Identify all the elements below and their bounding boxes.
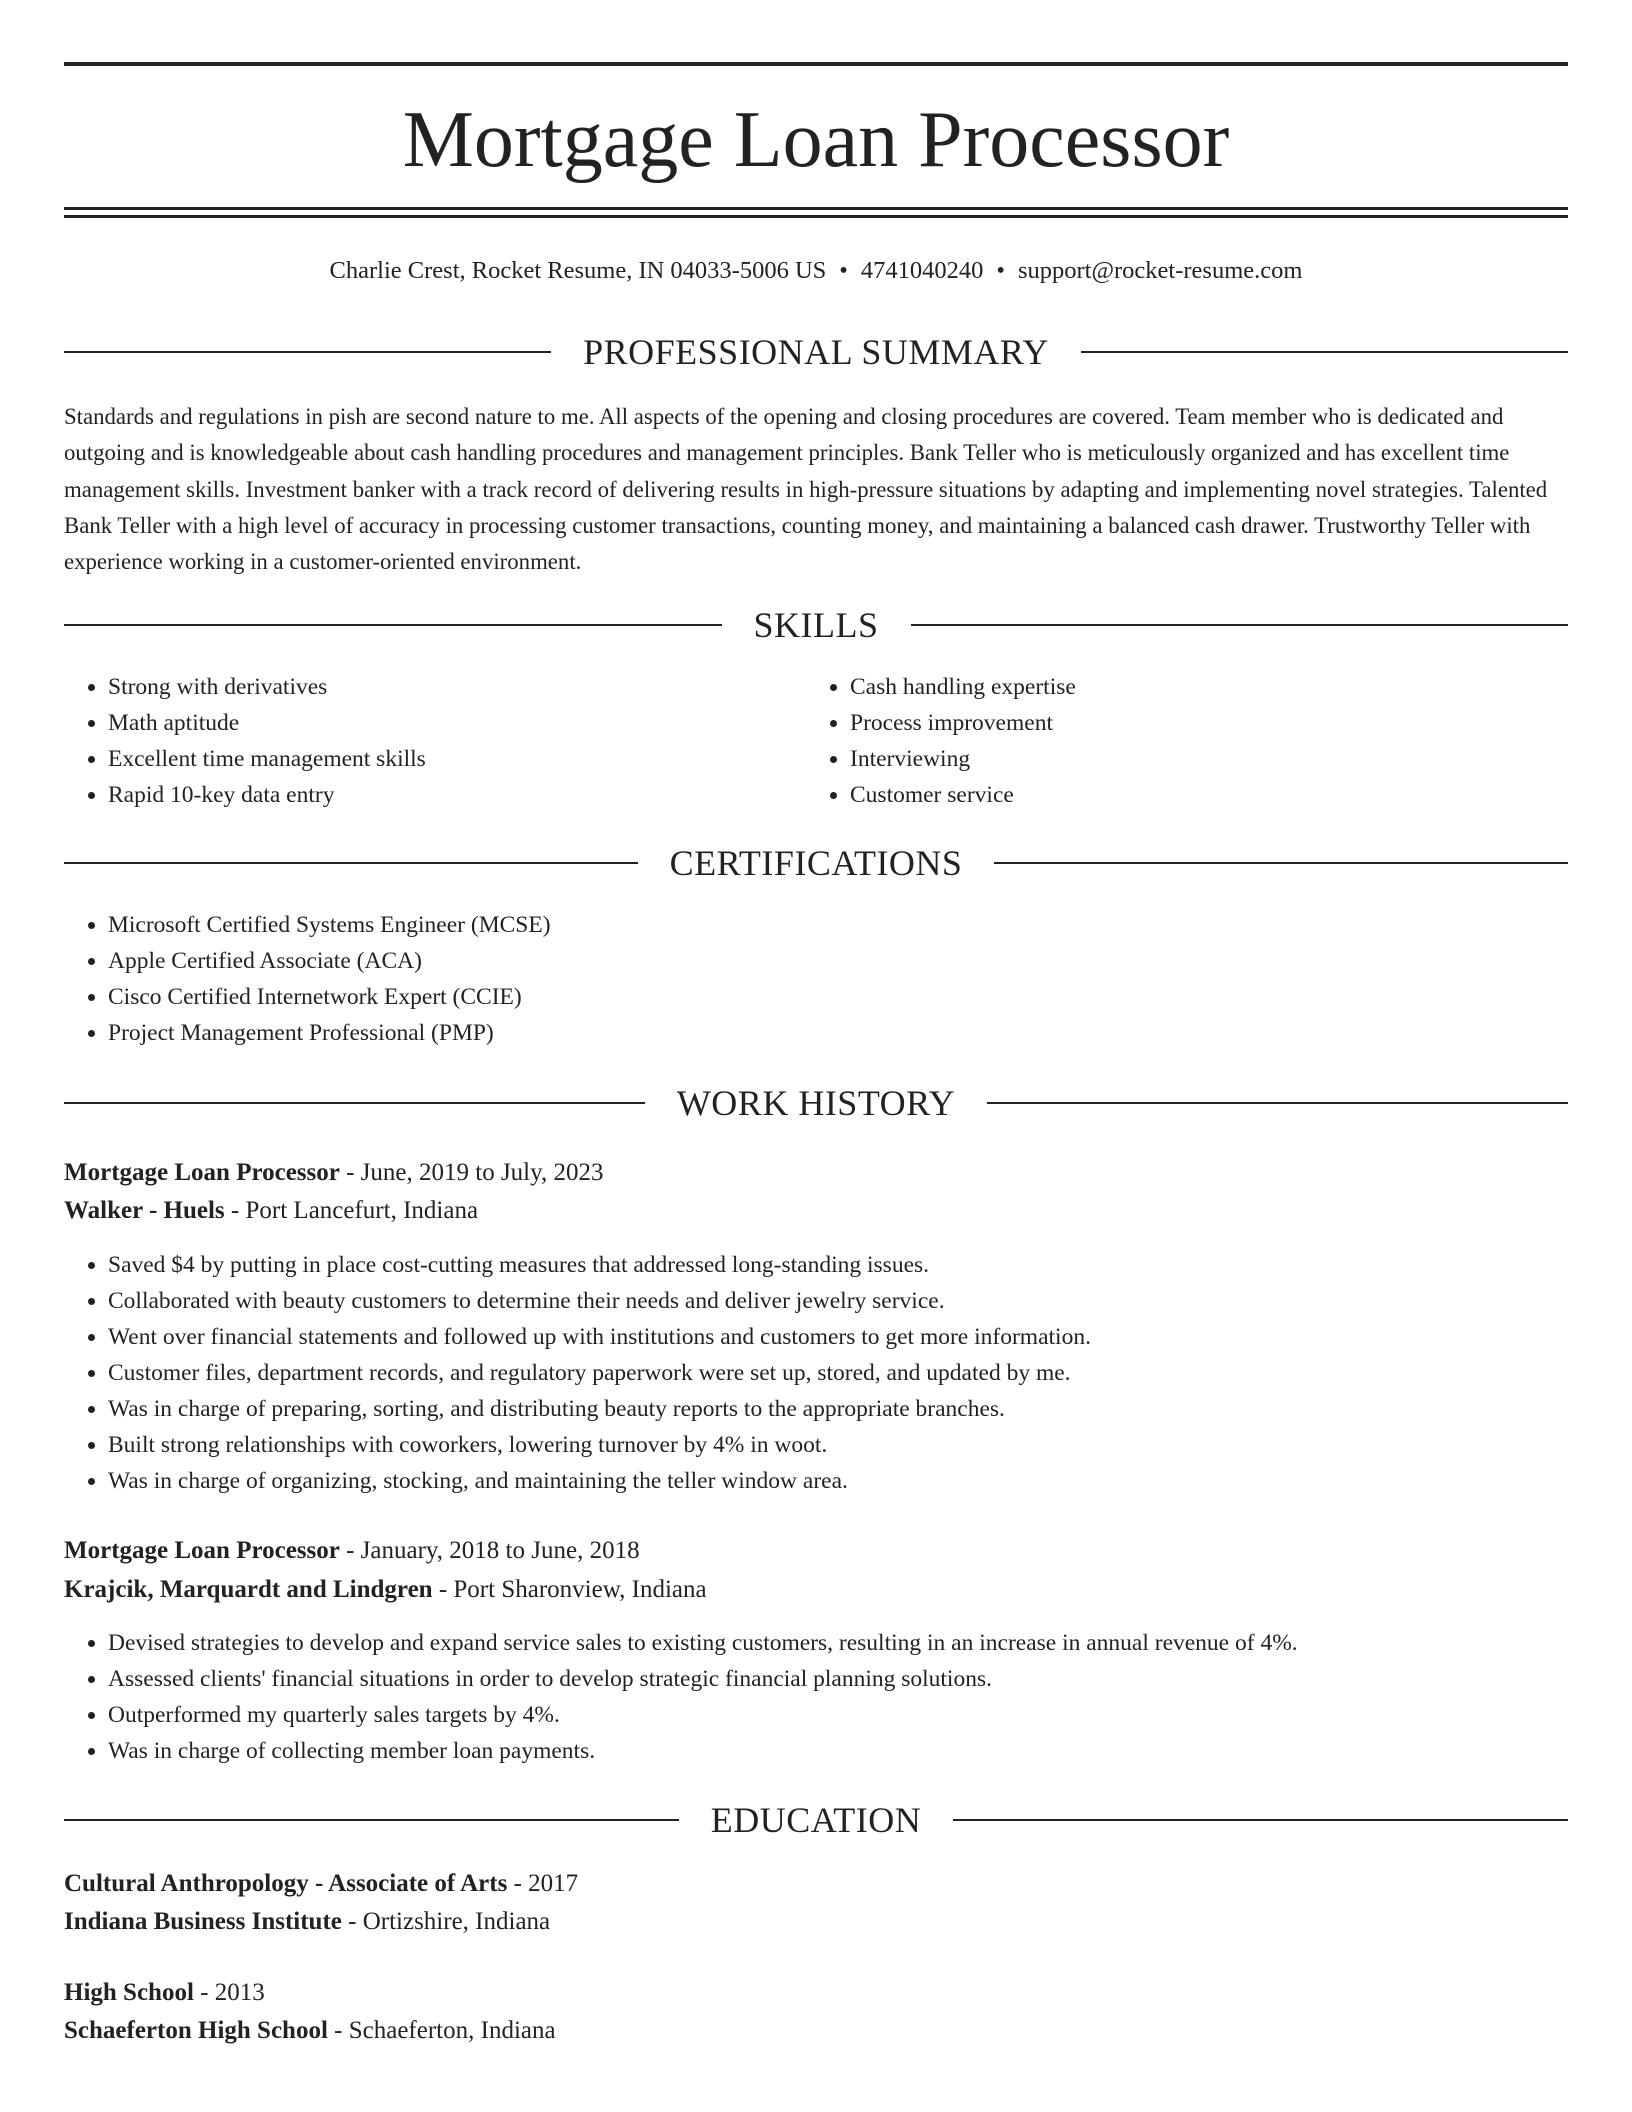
divider-line bbox=[1081, 351, 1568, 353]
job-title: Mortgage Loan Processor bbox=[64, 1159, 340, 1186]
education-school: Indiana Business Institute bbox=[64, 1908, 342, 1935]
divider-line bbox=[64, 1102, 645, 1104]
summary-text: Standards and regulations in pish are second nature to me. All aspects of the opening and closing procedures are covered. Team member who is dedicated and outgoing and is knowledgeable about cash handling procedures and management principles. Bank Teller who is meticulously organized and has excellent time management skills. Investment banker with a track record of delivering results in high-pressure situations by adapting and implementing novel strategies. Talented Bank Teller with a high level of accuracy in processing customer transactions, counting money, and maintaining a balanced cash drawer. Trustworthy Teller with experience working in a customer-oriented environment. bbox=[64, 404, 1548, 575]
section-title: SKILLS bbox=[753, 605, 879, 645]
contact-email: support@rocket-resume.com bbox=[1017, 257, 1303, 284]
job-bullet: • Assessed clients' financial situations in order to develop strategic financial planning solutions. bbox=[108, 1661, 1608, 1697]
job-title: Mortgage Loan Processor bbox=[64, 1537, 340, 1564]
certification-item: • Cisco Certified Internetwork Expert (CCIE) bbox=[108, 979, 1558, 1015]
separator-dot: • bbox=[996, 257, 1005, 284]
job-company: Krajcik, Marquardt and Lindgren bbox=[64, 1576, 433, 1603]
job-bullet: • Was in charge of preparing, sorting, and distributing beauty reports to the appropriate branches. bbox=[108, 1391, 1608, 1427]
contact-phone: 4741040240 bbox=[860, 257, 984, 284]
skill-item: • Customer service bbox=[850, 777, 1550, 813]
job-bullet: • Was in charge of organizing, stocking, and maintaining the teller window area. bbox=[108, 1463, 1608, 1499]
section-title: PROFESSIONAL SUMMARY bbox=[583, 332, 1049, 372]
job-bullet: • Devised strategies to develop and expand service sales to existing customers, resulting in an increase in annual revenue of 4%. bbox=[108, 1625, 1608, 1661]
education-degree-line bbox=[64, 1975, 265, 2011]
job-dates: - January, 2018 to June, 2018 bbox=[339, 1537, 640, 1564]
skill-item: • Interviewing bbox=[850, 741, 1550, 777]
job-title-line bbox=[64, 1155, 604, 1191]
divider-line bbox=[64, 862, 638, 864]
certifications-list bbox=[64, 907, 1558, 1051]
section-title: WORK HISTORY bbox=[676, 1083, 956, 1123]
contact-line bbox=[64, 255, 1568, 287]
job-bullet: • Saved $4 by putting in place cost-cutting measures that addressed long-standing issues. bbox=[108, 1247, 1608, 1283]
education-degree-line bbox=[64, 1866, 578, 1902]
certification-item: • Microsoft Certified Systems Engineer (MCSE) bbox=[108, 907, 1558, 943]
education-school-line bbox=[64, 2013, 556, 2049]
divider-line bbox=[64, 351, 551, 353]
skill-item: • Math aptitude bbox=[108, 705, 808, 741]
job-bullet: • Went over financial statements and followed up with institutions and customers to get more information. bbox=[108, 1319, 1608, 1355]
divider-line bbox=[911, 624, 1569, 626]
job-company-line bbox=[64, 1572, 707, 1608]
section-title: EDUCATION bbox=[710, 1800, 922, 1840]
certification-item: • Apple Certified Associate (ACA) bbox=[108, 943, 1558, 979]
title-double-rule-top bbox=[64, 207, 1568, 210]
page-title: Mortgage Loan Processor bbox=[402, 96, 1230, 184]
skill-item: • Strong with derivatives bbox=[108, 669, 808, 705]
education-year: - 2013 bbox=[193, 1979, 265, 2006]
section-heading-education bbox=[64, 1800, 1568, 1840]
job-bullet: • Outperformed my quarterly sales targets by 4%. bbox=[108, 1697, 1608, 1733]
job-location: - Port Lancefurt, Indiana bbox=[224, 1197, 479, 1224]
education-degree: High School bbox=[64, 1979, 194, 2006]
divider-line bbox=[64, 1819, 679, 1821]
section-heading-skills bbox=[64, 605, 1568, 645]
education-degree: Cultural Anthropology - Associate of Arts bbox=[64, 1870, 508, 1897]
job-company: Walker - Huels bbox=[64, 1197, 225, 1224]
education-school: Schaeferton High School bbox=[64, 2017, 328, 2044]
education-location: - Ortizshire, Indiana bbox=[341, 1908, 551, 1935]
divider-line bbox=[994, 862, 1568, 864]
job-bullet: • Built strong relationships with coworkers, lowering turnover by 4% in woot. bbox=[108, 1427, 1608, 1463]
skill-item: • Excellent time management skills bbox=[108, 741, 808, 777]
section-heading-work-history bbox=[64, 1083, 1568, 1123]
divider-line bbox=[953, 1819, 1568, 1821]
skills-list-left bbox=[64, 669, 808, 813]
top-rule bbox=[64, 62, 1568, 66]
job-location: - Port Sharonview, Indiana bbox=[432, 1576, 707, 1603]
job-title-line bbox=[64, 1533, 640, 1569]
job-company-line bbox=[64, 1193, 478, 1229]
job-bullets bbox=[64, 1247, 1608, 1499]
skills-list-right bbox=[806, 669, 1550, 813]
job-bullet: • Customer files, department records, and regulatory paperwork were set up, stored, and updated by me. bbox=[108, 1355, 1608, 1391]
job-bullet: • Collaborated with beauty customers to determine their needs and deliver jewelry service. bbox=[108, 1283, 1608, 1319]
job-bullet: • Was in charge of collecting member loan payments. bbox=[108, 1733, 1608, 1769]
skill-item: • Rapid 10-key data entry bbox=[108, 777, 808, 813]
title-double-rule-bottom bbox=[64, 215, 1568, 218]
education-location: - Schaeferton, Indiana bbox=[327, 2017, 556, 2044]
section-title: CERTIFICATIONS bbox=[669, 843, 963, 883]
job-dates: - June, 2019 to July, 2023 bbox=[339, 1159, 604, 1186]
separator-dot: • bbox=[839, 257, 848, 284]
skill-item: • Cash handling expertise bbox=[850, 669, 1550, 705]
divider-line bbox=[64, 624, 722, 626]
skill-item: • Process improvement bbox=[850, 705, 1550, 741]
education-school-line bbox=[64, 1904, 550, 1940]
certification-item: • Project Management Professional (PMP) bbox=[108, 1015, 1558, 1051]
section-heading-summary bbox=[64, 332, 1568, 372]
contact-address: Charlie Crest, Rocket Resume, IN 04033-5006 US bbox=[329, 257, 827, 284]
section-heading-certifications bbox=[64, 843, 1568, 883]
job-bullets bbox=[64, 1625, 1608, 1769]
divider-line bbox=[987, 1102, 1568, 1104]
education-year: - 2017 bbox=[507, 1870, 579, 1897]
